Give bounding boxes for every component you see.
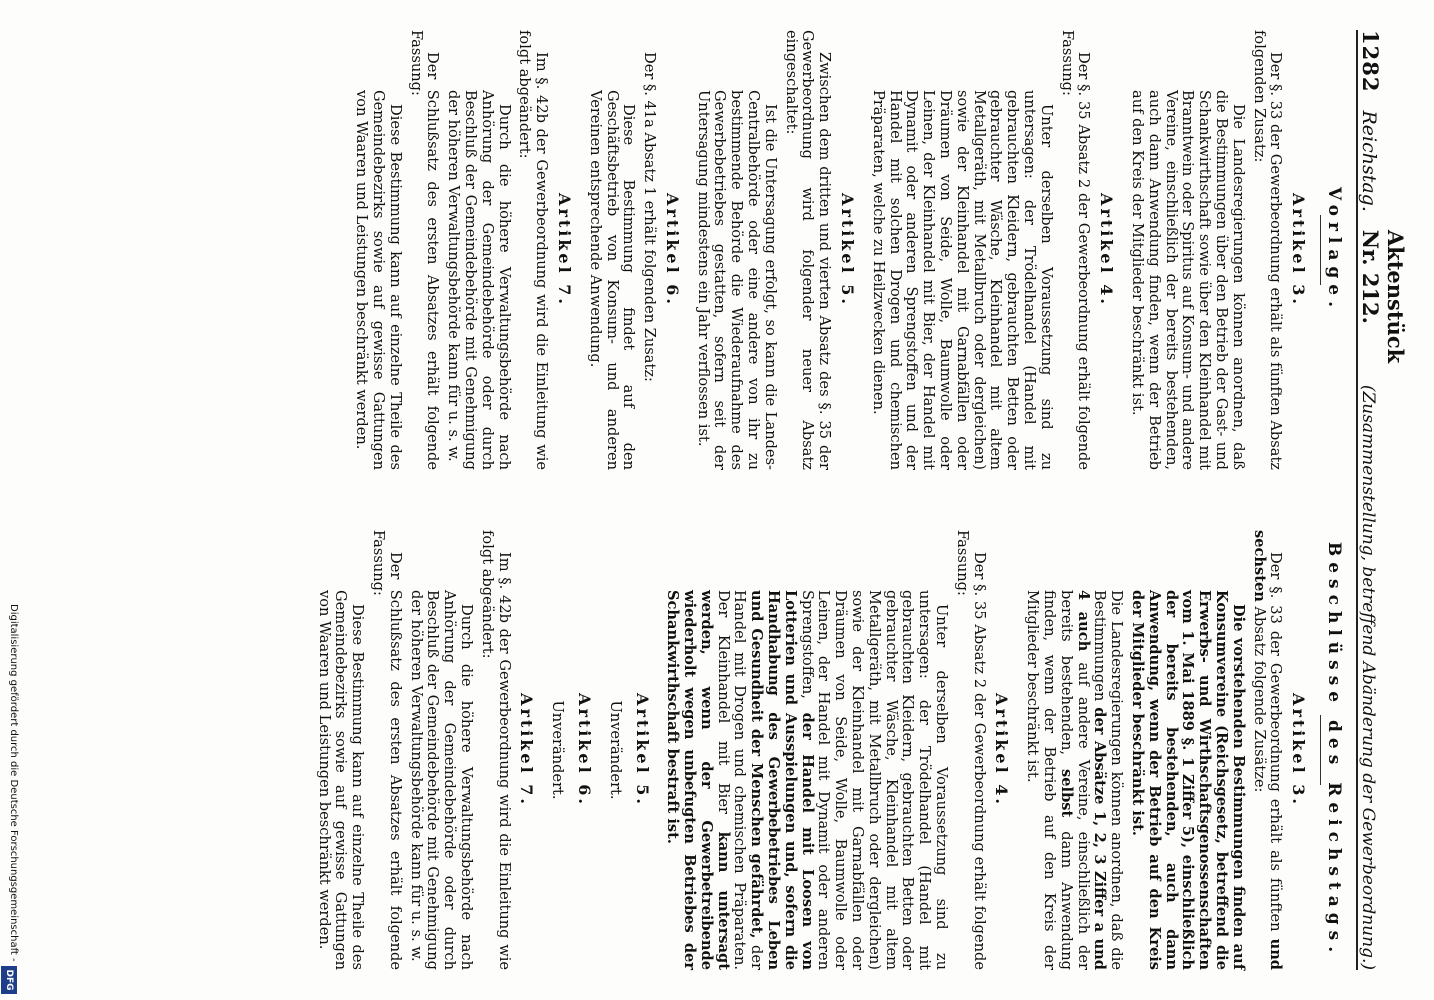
text-run: Absatz folgende Zusätze: xyxy=(1250,606,1268,793)
column-beschluesse xyxy=(74,530,1344,970)
amended-text: selbst xyxy=(1057,769,1075,818)
amended-text: der Handel mit Loosen von Lotterien und Ausspielungen und, sofern die Handhabung des Gewerbebetriebes Leben und Gesundheit der Menschen gefährdet, xyxy=(748,590,816,971)
paragraph: Zwischen dem dritten und vierten Absatz des §. 35 der Gewerbeordnung wird folgender neuer Absatz eingeschaltet: xyxy=(782,30,834,470)
heading-divider xyxy=(1320,715,1321,785)
header-subject: (Zusammenstellung, betreffend Abänderung der Gewerbeordnung.) xyxy=(1358,384,1378,970)
text-run: dann Anwendung finden, wenn der Betrieb auf den Kreis der Mitglieder beschränkt ist. xyxy=(1024,590,1075,971)
column-heading: Beschlüsse des Reichstags. xyxy=(1324,541,1344,959)
article-title: Artikel 3. xyxy=(1289,693,1309,807)
dfg-logo xyxy=(1,966,17,994)
column-vorlage xyxy=(74,30,1344,470)
article-title: Artikel 5. xyxy=(838,193,858,307)
article-title: Artikel 3. xyxy=(1289,193,1309,307)
paragraph: Im §. 42b der Gewerbeordnung wird die Einleitung wie folgt abgeändert: xyxy=(516,30,551,470)
paragraph: Durch die höhere Verwaltungsbehörde nach Anhörung der Gemeindebehörde oder durch Beschluß der Gemeindebehörde mit Genehmigung der höheren Verwaltungsbehörde kann für u. s. w. xyxy=(407,590,475,970)
paragraph: Die Landesregierungen können anordnen, daß die Bestimmungen über den Betrieb der Gast- und Schankwirthschaft sowie über den Kleinhandel mit Branntwein oder Spiritus auf Konsum- und andere Vereine, einschließlich der bereits bestehenden, auch dann Anwendung finden, wenn der Betrieb auf den Kreis der Mitglieder beschränkt ist. xyxy=(1129,90,1247,470)
paragraph xyxy=(1023,590,1124,970)
unchanged-note: Unverändert. xyxy=(549,700,567,800)
text-run: Der §. 33 der Gewerbeordnung erhält als fünften xyxy=(1267,552,1285,932)
paragraph: Der Schlußsatz des ersten Absatzes erhält folgende Fassung: xyxy=(407,30,442,470)
amended-paragraph: Die vorstehenden Bestimmungen finden auf Konsumvereine (Reichsgesetz, betreffend die Erwerbs- und Wirthschaftsgenossenschaften vom 1. Mai 1889 §. 1 Ziffer 5), einschließlich der bereits bestehenden, auch dann Anwendung, wenn der Betrieb auf den Kreis der Mitglieder beschränkt ist. xyxy=(1129,590,1247,970)
paragraph: Diese Bestimmung findet auf den Geschäftsbetrieb von Konsum- und anderen Vereinen entsprechende Anwendung. xyxy=(586,90,638,470)
paragraph xyxy=(664,590,950,970)
text-run: der Handel mit Drogen und chemischen Präparaten. xyxy=(731,590,766,970)
paragraph xyxy=(1250,530,1284,970)
dfg-logo-label: DFG xyxy=(4,969,14,991)
paragraph: Unter derselben Voraussetzung sind zu untersagen: der Trödelhandel (Handel mit gebrauchten Kleidern, gebrauchten Betten oder gebrauchter Wäsche, Kleinhandel mit altem Metallgeräth, mit Metallbruch oder dergleichen) sowie der Kleinhandel mit Garnabfällen oder Dräumen von Seide, Wolle, Baumwolle oder Leinen, der Kleinhandel mit Bier, der Handel mit Dynamit oder anderen Sprengstoffen und der Handel mit solchen Drogen und chemischen Präparaten, welche zu Heilzwecken dienen. xyxy=(869,90,1055,470)
footer-text: Digitalisierung gefördert durch die Deutsche Forschungsgemeinschaft - xyxy=(8,604,19,962)
paragraph: Diese Bestimmung kann auf einzelne Theile des Gemeindebezirks sowie auf gewisse Gattungen von Waaren und Leistungen beschränkt werden. xyxy=(353,90,404,470)
text-run: auf andere Vereine, einschließlich der bereits bestehenden, xyxy=(1057,590,1092,970)
heading-divider xyxy=(1320,215,1321,285)
text-run: Die Landesregierungen können anordnen, daß die Bestimmungen xyxy=(1091,590,1126,970)
amended-text: und sechsten xyxy=(1250,530,1285,971)
paragraph: Der §. 35 Absatz 2 der Gewerbeordnung erhält folgende Fassung: xyxy=(953,530,988,970)
paragraph: Durch die höhere Verwaltungsbehörde nach Anhörung der Gemeindebehörde oder durch Beschluß der Gemeindebehörde mit Genehmigung der höheren Verwaltungsbehörde kann für u. s. w. xyxy=(445,90,513,470)
amended-text: der Absätze 1, 2, 3 Ziffer a und 4 auch xyxy=(1074,590,1109,970)
column-heading: Vorlage. xyxy=(1324,186,1344,314)
page-number: 1282 xyxy=(1358,30,1383,93)
page-header xyxy=(1356,30,1408,970)
article-title: Artikel 7. xyxy=(517,693,537,807)
header-title: Reichstag. xyxy=(1358,110,1380,212)
article-title: Artikel 4. xyxy=(992,693,1012,807)
article-title: Artikel 4. xyxy=(1097,193,1117,307)
paragraph: Der Schlußsatz des ersten Absatzes erhält folgende Fassung: xyxy=(369,530,404,970)
footer-credit xyxy=(4,604,24,996)
paragraph: Der §. 41a Absatz 1 erhält folgenden Zusatz: xyxy=(641,52,659,382)
article-title: Artikel 7. xyxy=(554,193,574,307)
text-run: Unter derselben Voraussetzung sind zu untersagen: der Trödelhandel (Handel mit gebrauchten Kleidern, gebrauchten Betten oder gebrauchter Wäsche, Kleinhandel mit altem Metallgeräth, mit Metallbruch oder dergleichen) sowie der Kleinhandel mit Garnabfällen oder Dräumen von Seide, Wolle, Baumwolle oder Leinen, der Handel mit Dynamit oder anderen Sprengstoffen, xyxy=(798,590,951,970)
paragraph: Der §. 33 der Gewerbeordnung erhält als fünften Absatz folgenden Zusatz: xyxy=(1250,30,1285,470)
amended-text: kann untersagt werden, wenn der Gewerbetreibende wiederholt wegen unbefugten Betriebes der Schankwirthschaft bestraft ist. xyxy=(664,590,732,970)
paragraph: Ist die Untersagung erfolgt, so kann die Landes-Centralbehörde oder eine andere von ihr zu bestimmende Behörde die Wiederaufnahme des Gewerbebetriebes gestatten, sofern seit der Untersagung mindestens ein Jahr verflossen ist. xyxy=(694,90,779,470)
article-title: Artikel 6. xyxy=(574,693,594,807)
text-run: Der Kleinhandel mit Bier xyxy=(714,590,732,814)
paragraph: Im §. 42b der Gewerbeordnung wird die Einleitung wie folgt abgeändert: xyxy=(478,530,513,970)
article-title: Artikel 6. xyxy=(662,193,682,307)
unchanged-note: Unverändert. xyxy=(606,700,624,800)
document-number: Aktenstück Nr. 212. xyxy=(1358,229,1408,364)
paragraph: Der §. 35 Absatz 2 der Gewerbeordnung erhält folgende Fassung: xyxy=(1058,30,1093,470)
paragraph: Diese Bestimmung kann auf einzelne Theile des Gemeindebezirks sowie auf gewisse Gattungen von Waaren und Leistungen beschränkt werden. xyxy=(315,590,367,970)
article-title: Artikel 5. xyxy=(632,693,652,807)
